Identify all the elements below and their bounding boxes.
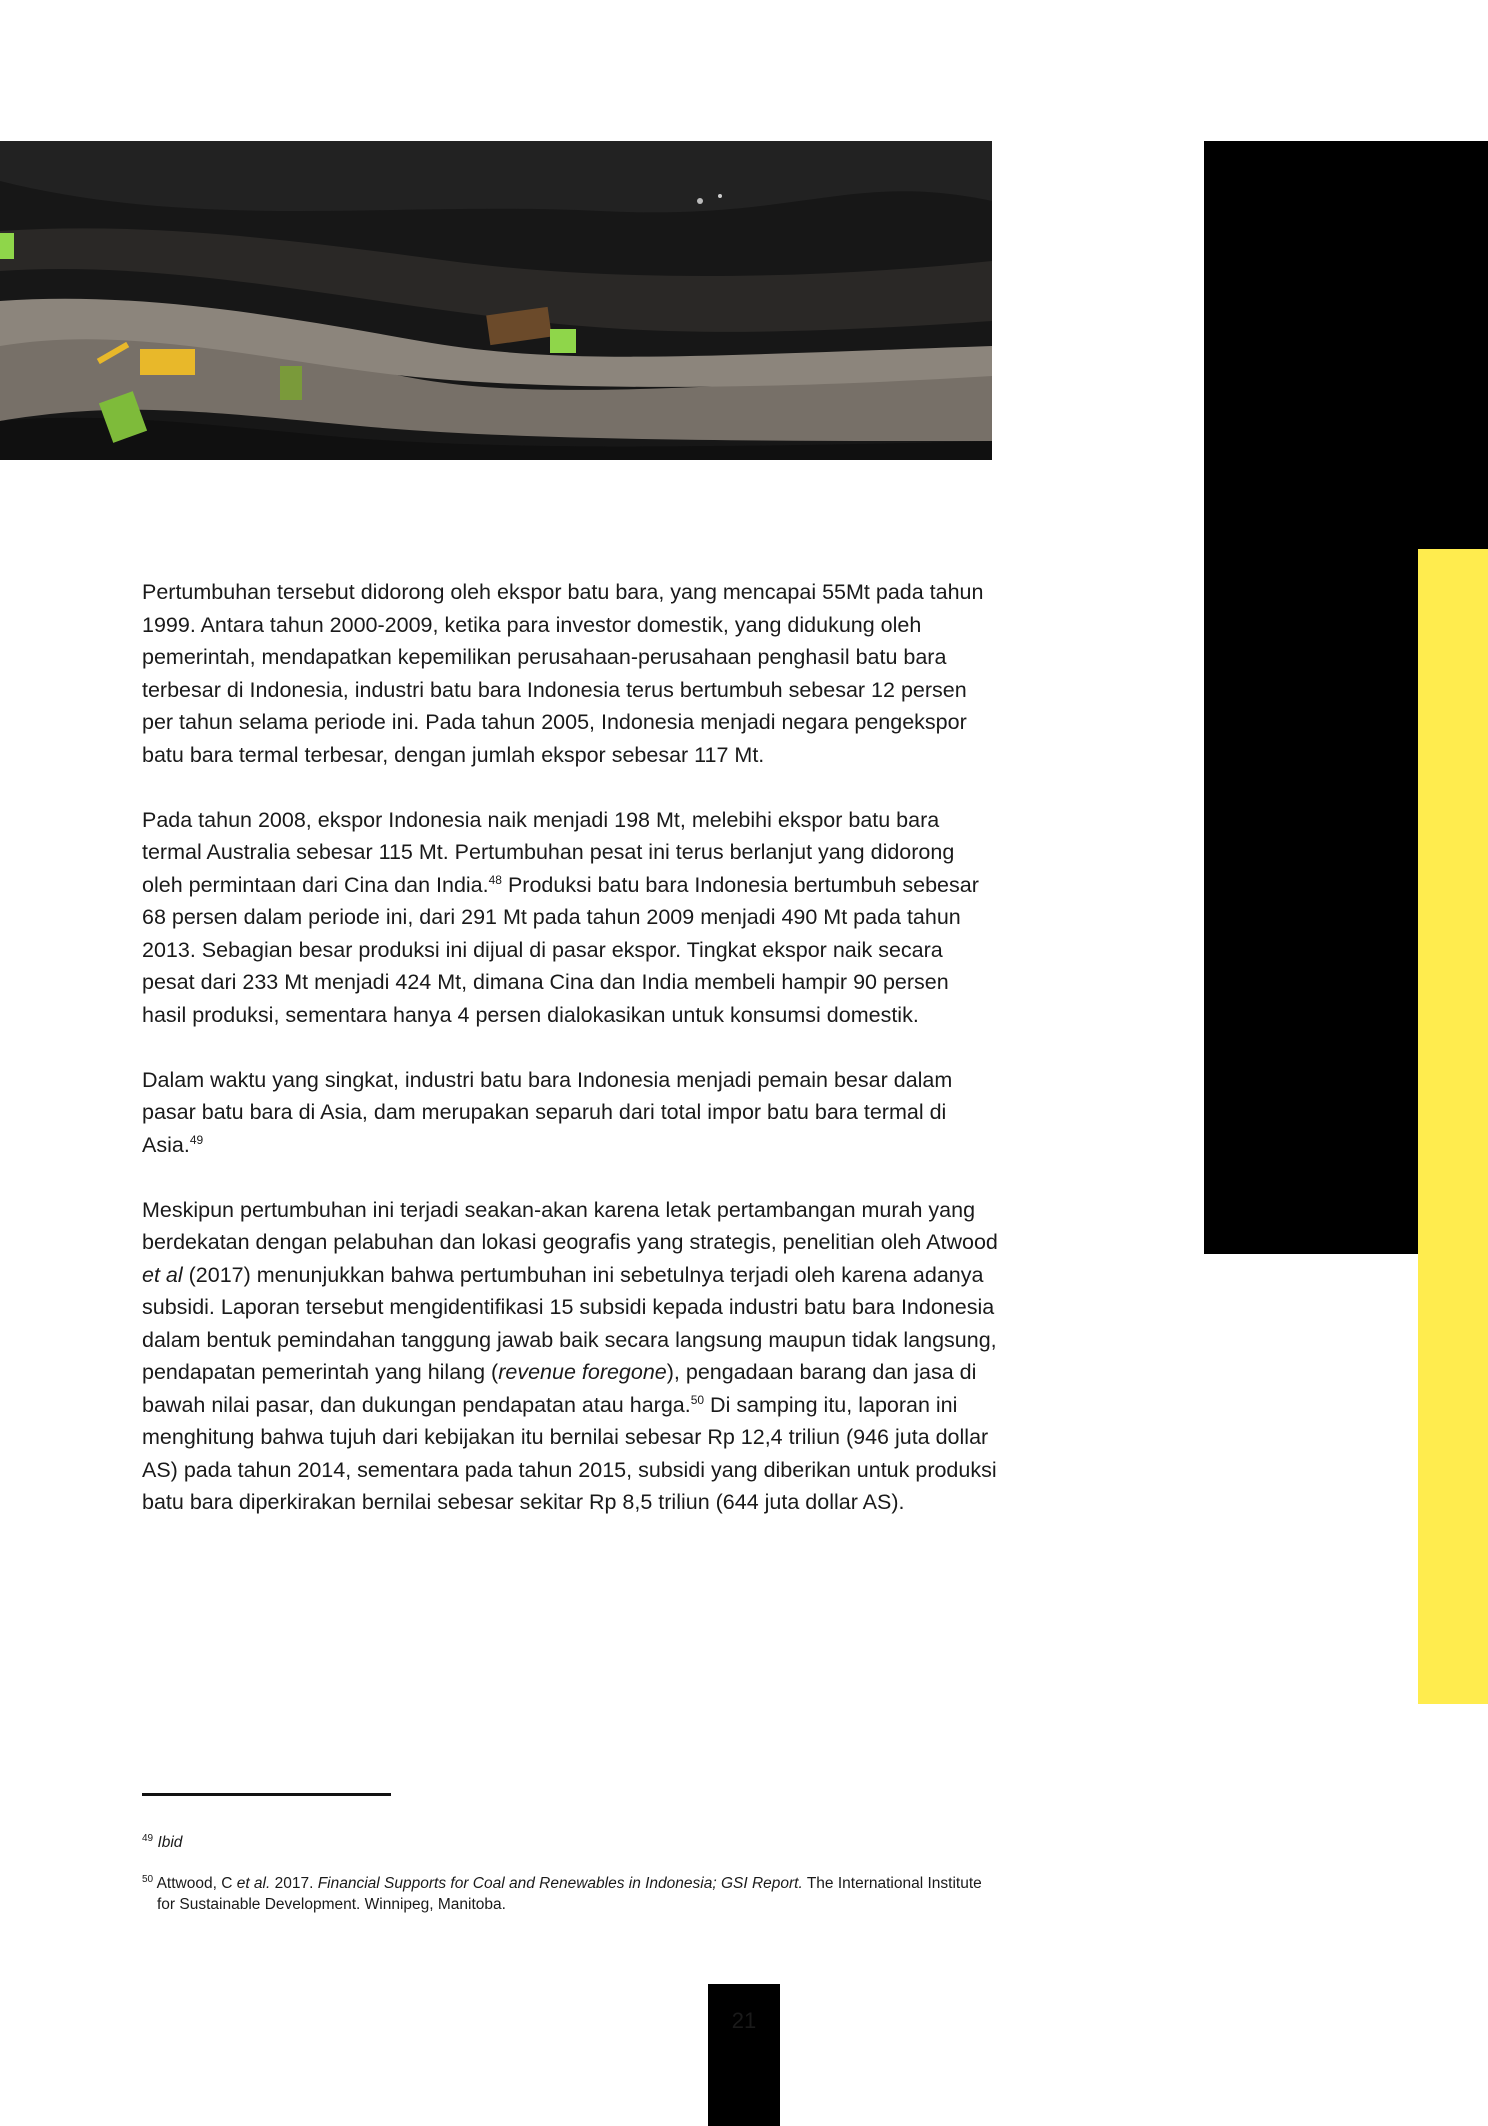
coal-mine-aerial-illustration <box>0 141 992 460</box>
paragraph-3: Dalam waktu yang singkat, industri batu bara Indonesia menjadi pemain besar dalam pasar batu bara di Asia, dam merupakan separuh dari total impor batu bara termal di Asia.$^{49}$ <box>142 1067 953 1157</box>
paragraph-1: Pertumbuhan tersebut didorong oleh ekspor batu bara, yang mencapai 55Mt pada tahun 1999. Antara tahun 2000-2009, ketika para investor domestik, yang didukung oleh pemerintah, mendapatkan kepemilikan perusahaan-perusahaan penghasil batu bara terbesar di Indonesia, industri batu bara Indonesia terus bertumbuh sebesar 12 persen per tahun selama periode ini. Pada tahun 2005, Indonesia menjadi negara pengekspor batu bara termal terbesar, dengan jumlah ekspor sebesar 117 Mt. <box>142 580 984 767</box>
paragraph-4: Meskipun pertumbuhan ini terjadi seakan-akan karena letak pertambangan murah yang berdekatan dengan pelabuhan dan lokasi geografis yang strategis, penelitian oleh Atwood et al (2017) menunjukkan bahwa pertumbuhan ini sebetulnya terjadi oleh karena adanya subsidi. Laporan tersebut mengidentifikasi 15 subsidi kepada industri batu bara Indonesia dalam bentuk pemindahan tanggung jawab baik secara langsung maupun tidak langsung, pendapatan pemerintah yang hilang (revenue foregone), pengadaan barang dan jasa di bawah nilai pasar, dan dukungan pendapatan atau harga.$^{50}$ Di samping itu, laporan ini menghitung bahwa tujuh dari kebijakan itu bernilai sebesar Rp 12,4 triliun (946 juta dollar AS) pada tahun 2014, sementara pada tahun 2015, subsidi yang diberikan untuk produksi batu bara diperkirakan bernilai sebesar sekitar Rp 8,5 triliun (644 juta dollar AS). <box>142 1197 998 1514</box>
body-text <box>142 576 998 1551</box>
footnote-49: $^{49}$ Ibid <box>142 1832 183 1851</box>
yellow-accent-bar <box>1418 549 1488 1704</box>
footnote-ref-48: 48 <box>488 872 502 887</box>
footnotes <box>142 1832 1002 1935</box>
coal-mine-photo <box>0 141 992 460</box>
footnote-ref-50: 50 <box>690 1392 705 1407</box>
paragraph-2: Pada tahun 2008, ekspor Indonesia naik menjadi 198 Mt, melebihi ekspor batu bara termal Australia sebesar 115 Mt. Pertumbuhan pesat ini terus berlanjut yang didorong oleh permintaan dari Cina dan India.$^{48}$ Produksi batu bara Indonesia bertumbuh sebesar 68 persen dalam periode ini, dari 291 Mt pada tahun 2009 menjadi 490 Mt pada tahun 2013. Sebagian besar produksi ini dijual di pasar ekspor. Tingkat ekspor naik secara pesat dari 233 Mt menjadi 424 Mt, dimana Cina dan India membeli hampir 90 persen hasil produksi, sementara hanya 4 persen dialokasikan untuk konsumsi domestik. <box>142 807 979 1027</box>
footnote-ref-49: 49 <box>189 1132 204 1147</box>
page-number: 21 <box>731 2008 757 2033</box>
footnote-divider <box>142 1793 391 1796</box>
page-number-box <box>708 1984 780 2126</box>
footnote-50: $^{50}$ Attwood, C et al. 2017. Financial Supports for Coal and Renewables in Indonesia; GSI Report. The International Institute for Sustainable Development. Winnipeg, Manitoba. <box>142 1873 982 1913</box>
